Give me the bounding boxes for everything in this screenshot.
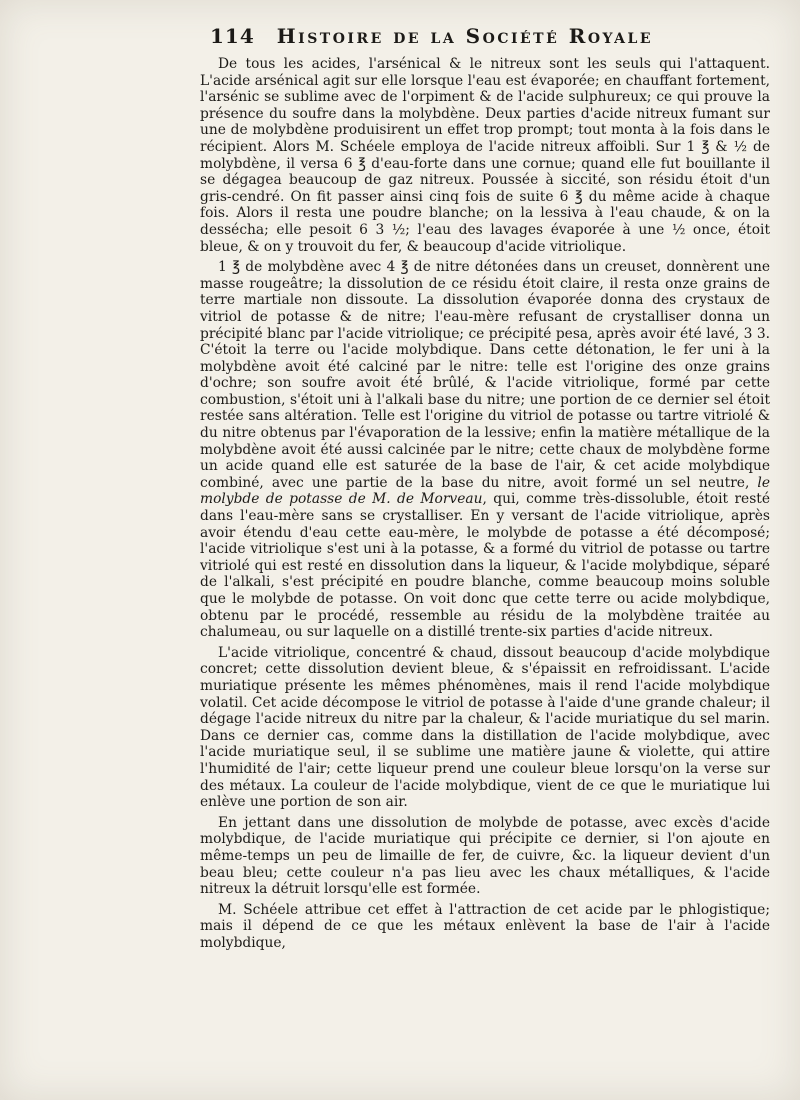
paragraph-4: En jettant dans une dissolution de molybde de potasse, avec excès d'acide molybdique, de l'acide muriatique qui précipite ce dernier, si l'on ajoute en même-temps un peu de limaille de fer, de cuivre, &c. la liqueur devient d'un beau bleu; cette couleur n'a pas lieu avec les chaux métalliques, & l'acide nitreux la détruit lorsqu'elle est formée. — [200, 814, 770, 898]
paragraph-1: De tous les acides, l'arsénical & le nitreux sont les seuls qui l'attaquent. L'acide arsénical agit sur elle lorsque l'eau est évaporée; en chauffant fortement, l'arsénic se sublime avec de l'orpiment & de l'acide sulphureux; ce qui prouve la présence du soufre dans la molybdène. Deux parties d'acide nitreux fumant sur une de molybdène produisirent un effet trop prompt; tout monta à la fois dans le récipient. Alors M. Schéele employa de l'acide nitreux affoibli. Sur 1 ℥ & ½ de molybdène, il versa 6 ℥ d'eau-forte dans une cornue; quand elle fut bouillante il se dégagea beaucoup de gaz nitreux. Poussée à siccité, son résidu étoit d'un gris-cendré. On fit passer ainsi cinq fois de suite 6 ℥ du même acide à chaque fois. Alors il resta une poudre blanche; on la lessiva à l'eau chaude, & on la dessécha; elle pesoit 6 3 ½; l'eau des lavages évaporée à une ½ once, étoit bleue, & on y trouvoit du fer, & beaucoup d'acide vitriolique. — [200, 56, 770, 255]
running-head — [210, 24, 770, 50]
page-text-block — [200, 24, 770, 951]
paragraph-2-text-after: , qui, comme très-dissoluble, étoit resté dans l'eau-mère sans se crystalliser. En y versant de l'acide vitriolique, après avoir étendu d'eau cette eau-mère, le molybde de potasse a été décomposé; l'acide vitriolique s'est uni à la potasse, & a formé du vitriol de potasse ou tartre vitriolé qui est resté en dissolution dans la liqueur, & l'acide molybdique, séparé de l'alkali, s'est précipité en poudre blanche, comme beaucoup moins soluble que le molybde de potasse. On voit donc que cette terre ou acide molybdique, obtenu par le procédé, ressemble au résidu de la molybdène traitée au chalumeau, ou sur laquelle on a distillé trente-six parties d'acide nitreux. — [200, 491, 770, 641]
running-title: Histoire de la Société Royale — [276, 24, 654, 48]
paragraph-5: M. Schéele attribue cet effet à l'attraction de cet acide par le phlogistique; mais il dépend de ce que les métaux enlèvent la base de l'air à l'acide molybdique, — [200, 901, 770, 951]
paragraph-2 — [200, 259, 770, 641]
paragraph-3: L'acide vitriolique, concentré & chaud, dissout beaucoup d'acide molybdique concret; cette dissolution devient bleue, & s'épaissit en refroidissant. L'acide muriatique présente les mêmes phénomènes, mais il rend l'acide molybdique volatil. Cet acide décompose le vitriol de potasse à l'aide d'une grande chaleur; il dégage l'acide nitreux du nitre par la chaleur, & l'acide muriatique du sel marin. Dans ce dernier cas, comme dans la distillation de l'acide molybdique, avec l'acide muriatique seul, il se sublime une matière jaune & violette, qui attire l'humidité de l'air; cette liqueur prend une couleur bleue lorsqu'on la verse sur des métaux. La couleur de l'acide molybdique, vient de ce que le muriatique lui enlève une portion de son air. — [200, 644, 770, 811]
paragraph-2-italic-text: le molybde de potasse de M. de Morveau — [200, 474, 770, 508]
page-number: 114 — [210, 24, 255, 48]
paragraph-2-text-before: 1 ℥ de molybdène avec 4 ℥ de nitre détonées dans un creuset, donnèrent une masse rougeâtre; la dissolution de ce résidu étoit claire, il resta onze grains de terre martiale non dissoute. La dissolution évaporée donna des crystaux de vitriol de potasse & de nitre; l'eau-mère refusant de crystalliser donna un précipité blanc par l'acide vitriolique; ce précipité pesa, après avoir été lavé, 3 3. C'étoit la terre ou l'acide molybdique. Dans cette détonation, le fer uni à la molybdène avoit été calciné par le nitre: telle est l'origine des onze grains d'ochre; son soufre avoit été brûlé, & l'acide vitriolique, formé par cette combustion, s'étoit uni à l'alkali base du nitre; une portion de ce dernier sel étoit restée sans altération. Telle est l'origine du vitriol de potasse ou tartre vitriolé & du nitre obtenus par l'évaporation de la lessive; enfin la matière métallique de la molybdène avoit été aussi calcinée par le nitre; cette chaux de molybdène forme un acide quand elle est saturée de la base de l'air, & cet acide molybdique combiné, avec une partie de la base du nitre, avoit formé un sel neutre, — [200, 259, 770, 491]
